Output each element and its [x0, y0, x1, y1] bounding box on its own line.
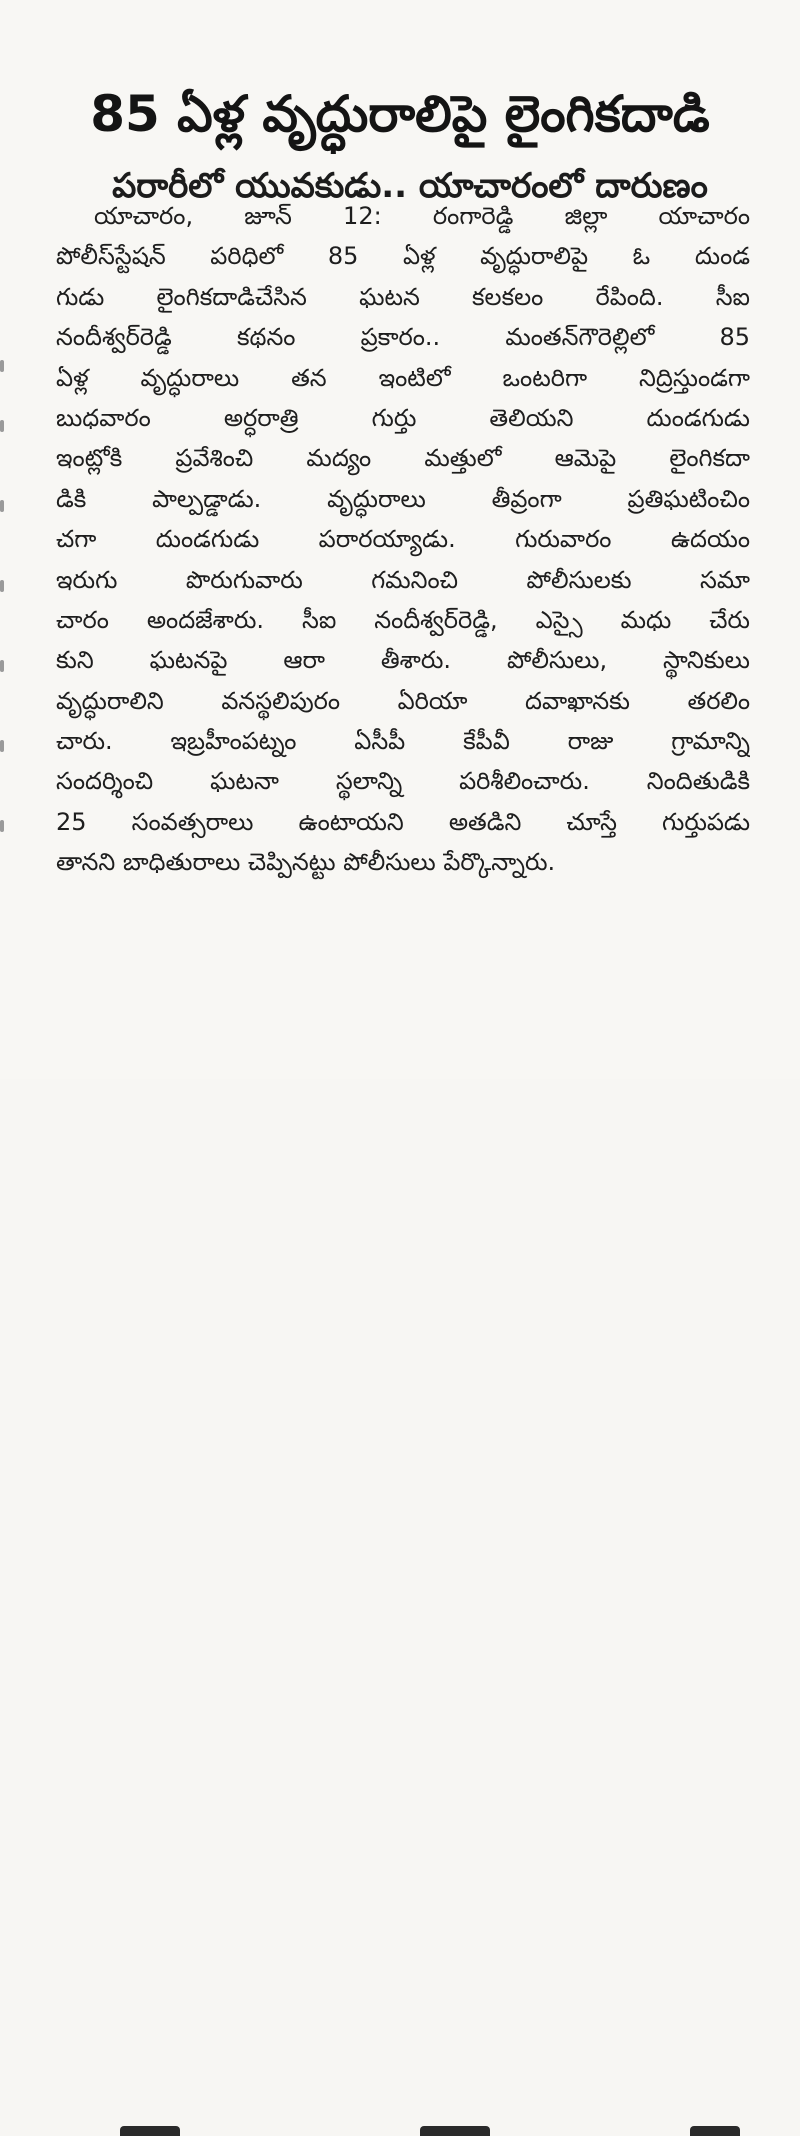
margin-mark — [0, 740, 4, 752]
cut-off-glyph — [420, 2126, 490, 2136]
body-line: చగా దుండగుడు పరారయ్యాడు. గురువారం ఉదయం — [56, 525, 750, 554]
body-line: ఇంట్లోకి ప్రవేశించి మద్యం మత్తులో ఆమెపై లైంగికదా — [56, 444, 750, 473]
body-line: నందీశ్వర్‌రెడ్డి కథనం ప్రకారం.. మంతన్‌గౌరెల్లిలో 85 — [56, 323, 750, 352]
body-line: యాచారం, జూన్ 12: రంగారెడ్డి జిల్లా యాచారం — [94, 202, 750, 230]
body-line: బుధవారం అర్ధరాత్రి గుర్తు తెలియని దుండగుడు — [56, 403, 750, 432]
margin-mark — [0, 660, 4, 672]
margin-mark — [0, 820, 4, 832]
body-line: డికి పాల్పడ్డాడు. వృద్ధురాలు తీవ్రంగా ప్రతిఘటించిం — [56, 484, 750, 513]
body-line: సందర్శించి ఘటనా స్థలాన్ని పరిశీలించారు. నిందితుడికి — [56, 767, 750, 796]
article-headline: 85 ఏళ్ల వృద్ధురాలిపై లైంగికదాడి — [90, 84, 710, 143]
body-line: కుని ఘటనపై ఆరా తీశారు. పోలీసులు, స్థానికులు — [56, 646, 750, 675]
margin-mark — [0, 500, 4, 512]
margin-mark — [0, 420, 4, 432]
cut-off-glyph — [690, 2126, 740, 2136]
left-margin-marks — [0, 360, 8, 840]
margin-mark — [0, 360, 4, 372]
body-line: పోలీస్‌స్టేషన్ పరిధిలో 85 ఏళ్ల వృద్ధురాలిపై ఓ దుండ — [56, 242, 750, 271]
body-line: గుడు లైంగికదాడిచేసిన ఘటన కలకలం రేపింది. సీఐ — [56, 282, 750, 311]
body-line: ఇరుగు పొరుగువారు గమనించి పోలీసులకు సమా — [56, 565, 750, 594]
body-line: చారు. ఇబ్రహీంపట్నం ఏసీపీ కేపీవీ రాజు గ్రామాన్ని — [56, 727, 750, 756]
margin-mark — [0, 580, 4, 592]
body-line: వృద్ధురాలిని వనస్థలిపురం ఏరియా దవాఖానకు తరలిం — [56, 686, 750, 715]
article-body — [56, 196, 750, 883]
body-line: 25 సంవత్సరాలు ఉంటాయని అతడిని చూస్తే గుర్తుపడు — [56, 807, 750, 836]
body-line: చారం అందజేశారు. సీఐ నందీశ్వర్‌రెడ్డి, ఎస్సై మధు చేరు — [56, 605, 750, 634]
next-article-edge — [0, 1060, 800, 1079]
body-line: ఏళ్ల వృద్ధురాలు తన ఇంటిలో ఒంటరిగా నిద్రిస్తుండగా — [56, 363, 750, 392]
article-subheadline: పరారీలో యువకుడు.. యాచారంలో దారుణం — [112, 166, 708, 207]
body-line: తానని బాధితురాలు చెప్పినట్టు పోలీసులు పేర్కొన్నారు. — [56, 848, 556, 877]
cut-off-glyph — [120, 2126, 180, 2136]
